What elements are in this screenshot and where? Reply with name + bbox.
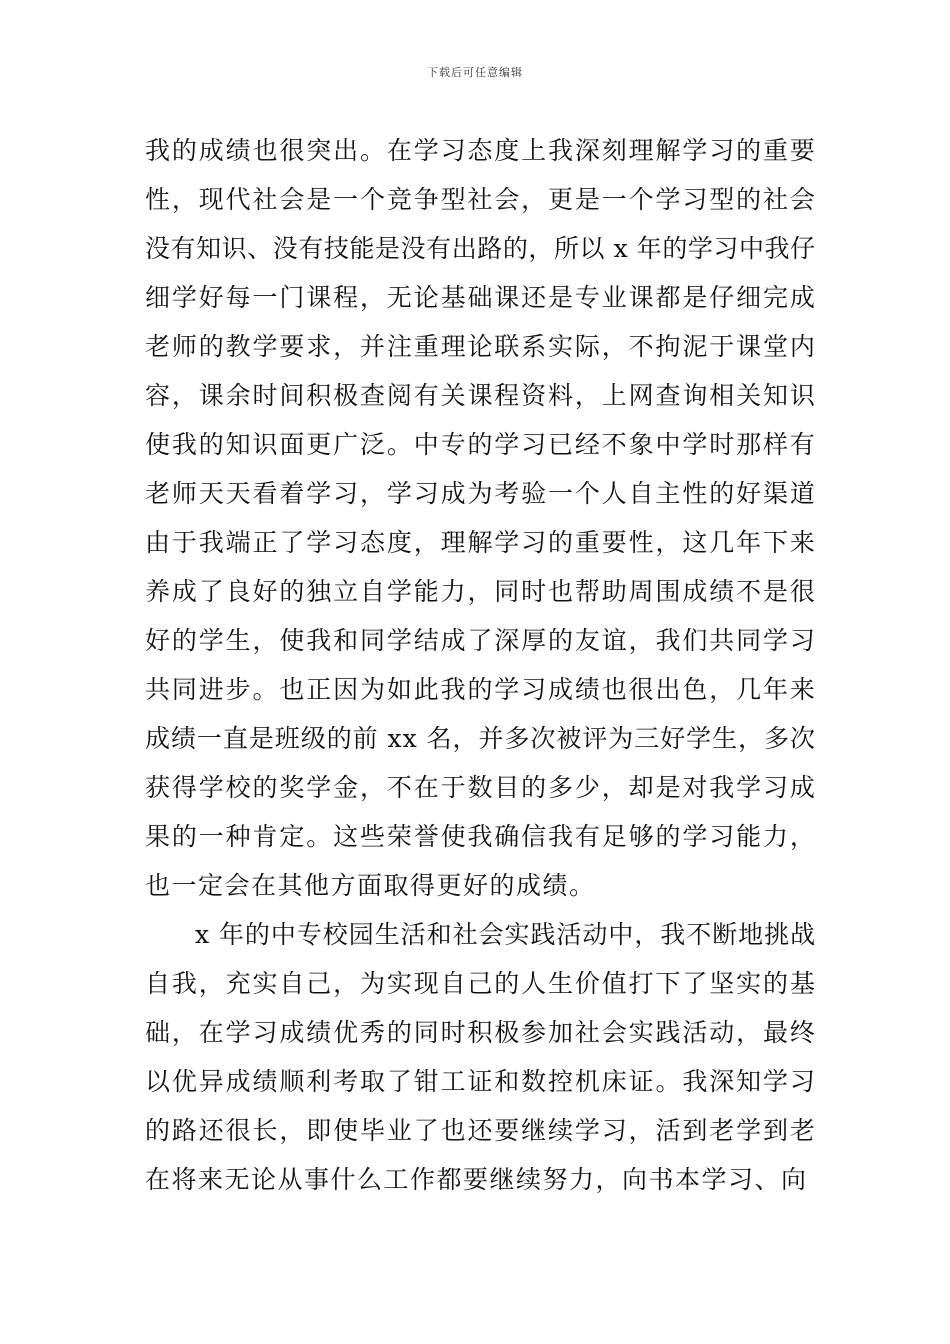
text-line: 的路还很长，即使毕业了也还要继续学习，活到老学到老 [145,1116,817,1145]
text-line: 好的学生，使我和同学结成了深厚的友谊，我们共同学习 [145,626,817,655]
page-header: 下载后可任意编辑 [427,66,523,79]
text-line: 老师的教学要求，并注重理论联系实际，不拘泥于课堂内 [145,332,817,361]
text-line: 细学好每一门课程，无论基础课还是专业课都是仔细完成 [145,283,817,312]
text-line: 我的成绩也很突出。在学习态度上我深刻理解学习的重要 [145,136,817,165]
text-line: 由于我端正了学习态度，理解学习的重要性，这几年下来 [145,528,817,557]
text-line: 共同进步。也正因为如此我的学习成绩也很出色，几年来 [145,675,817,704]
text-line: 成绩一直是班级的前 xx 名，并多次被评为三好学生，多次 [145,724,816,753]
paragraph [145,126,815,910]
text-line: 自我，充实自己，为实现自己的人生价值打下了坚实的基 [145,969,817,998]
document-body [145,126,815,1204]
text-line: 老师天天看着学习，学习成为考验一个人自主性的好渠道 [145,479,817,508]
text-line: 没有知识、没有技能是没有出路的，所以 x 年的学习中我仔 [145,234,816,263]
text-line: 获得学校的奖学金，不在于数目的多少，却是对我学习成 [145,773,817,802]
text-line: 果的一种肯定。这些荣誉使我确信我有足够的学习能力， [145,822,817,851]
paragraph [145,910,815,1204]
text-line: 础，在学习成绩优秀的同时积极参加社会实践活动，最终 [145,1018,817,1047]
text-line: 也一定会在其他方面取得更好的成绩。 [145,871,596,900]
text-line: 养成了良好的独立自学能力，同时也帮助周围成绩不是很 [145,577,817,606]
text-line: 容，课余时间积极查阅有关课程资料，上网查询相关知识 [145,381,817,410]
text-line: 在将来无论从事什么工作都要继续努力，向书本学习、向 [145,1165,808,1194]
text-line: x 年的中专校园生活和社会实践活动中，我不断地挑战 [195,920,817,949]
text-line: 使我的知识面更广泛。中专的学习已经不象中学时那样有 [145,430,817,459]
text-line: 以优异成绩顺利考取了钳工证和数控机床证。我深知学习 [145,1067,817,1096]
text-line: 性，现代社会是一个竞争型社会，更是一个学习型的社会 [145,185,817,214]
